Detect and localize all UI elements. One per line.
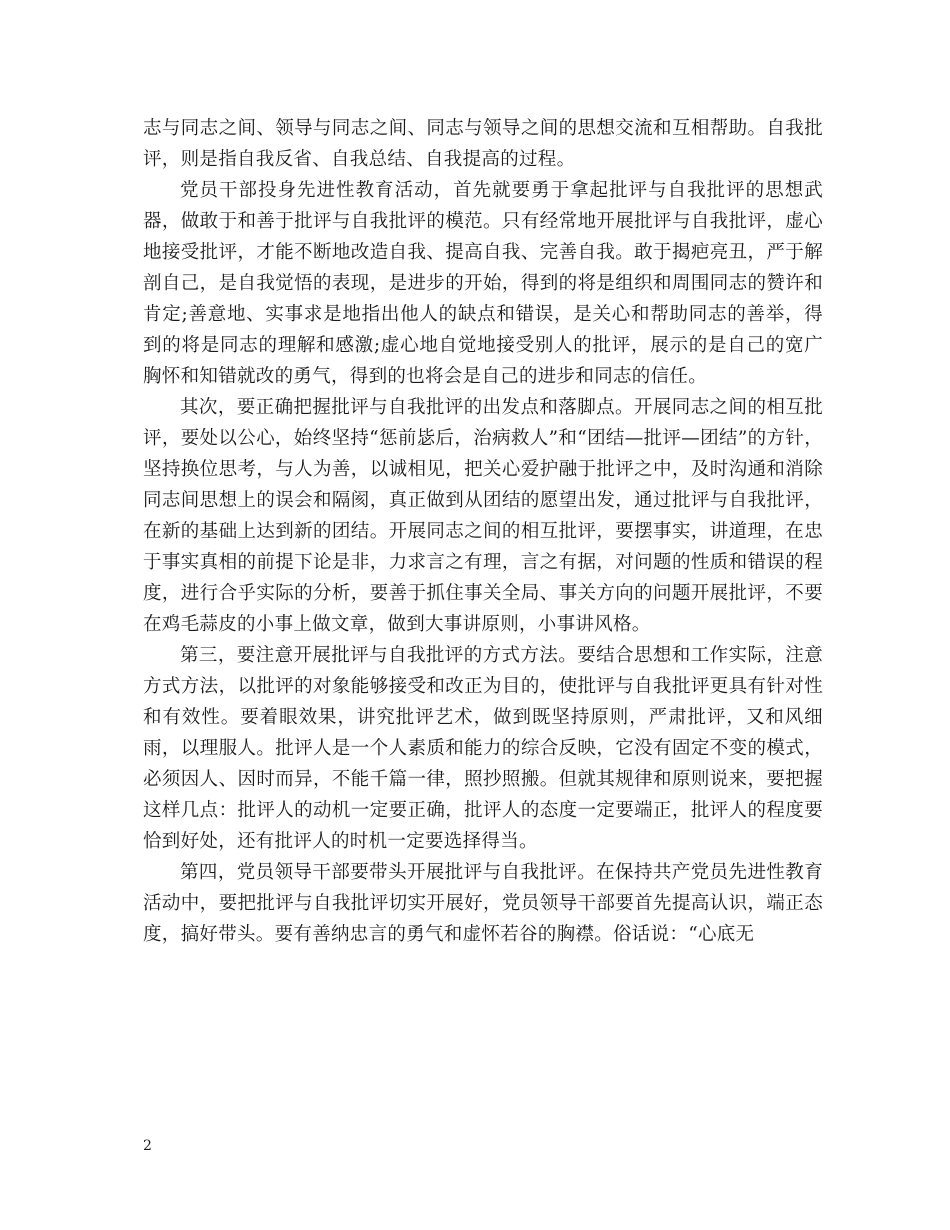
paragraph-5: 第四，党员领导干部要带头开展批评与自我批评。在保持共产党员先进性教育活动中，要把批评与自我批评切实开展好，党员领导干部要首先提高认识，端正态度，搞好带头。要有善纳忠言的勇气和虚怀若谷的胸襟。俗话说：“心底无 bbox=[143, 862, 823, 945]
paragraph-3: 其次，要正确把握批评与自我批评的出发点和落脚点。开展同志之间的相互批评，要处以公心，始终坚持“惩前毖后，治病救人”和“团结—批评—团结”的方针，坚持换位思考，与人为善，以诚相见，把关心爱护融于批评之中，及时沟通和消除同志间思想上的误会和隔阂，真正做到从团结的愿望出发，通过批评与自我批评，在新的基础上达到新的团结。开展同志之间的相互批评，要摆事实，讲道理，在忠于事实真相的前提下论是非，力求言之有理，言之有据，对问题的性质和错误的程度，进行合乎实际的分析，要善于抓住事关全局、事关方向的问题开展批评，不要在鸡毛蒜皮的小事上做文章，做到大事讲原则，小事讲风格。 bbox=[143, 397, 823, 635]
paragraph-1: 志与同志之间、领导与同志之间、同志与领导之间的思想交流和互相帮助。自我批评，则是指自我反省、自我总结、自我提高的过程。 bbox=[143, 118, 823, 170]
page-number: 2 bbox=[143, 1138, 152, 1154]
paragraph-4: 第三，要注意开展批评与自我批评的方式方法。要结合思想和工作实际，注意方式方法，以批评的对象能够接受和改正为目的，使批评与自我批评更具有针对性和有效性。要着眼效果，讲究批评艺术，做到既坚持原则，严肃批评，又和风细雨，以理服人。批评人是一个人素质和能力的综合反映，它没有固定不变的模式，必须因人、因时而异，不能千篇一律，照抄照搬。但就其规律和原则说来，要把握这样几点：批评人的动机一定要正确，批评人的态度一定要端正，批评人的程度要恰到好处，还有批评人的时机一定要选择得当。 bbox=[143, 645, 823, 852]
document-body bbox=[143, 113, 823, 950]
paragraph-2: 党员干部投身先进性教育活动，首先就要勇于拿起批评与自我批评的思想武器，做敢于和善于批评与自我批评的模范。只有经常地开展批评与自我批评，虚心地接受批评，才能不断地改造自我、提高自我、完善自我。敢于揭疤亮丑，严于解剖自己，是自我觉悟的表现，是进步的开始，得到的将是组织和周围同志的赞许和肯定;善意地、实事求是地指出他人的缺点和错误，是关心和帮助同志的善举，得到的将是同志的理解和感激;虚心地自觉地接受别人的批评，展示的是自己的宽广胸怀和知错就改的勇气，得到的也将会是自己的进步和同志的信任。 bbox=[143, 180, 823, 387]
